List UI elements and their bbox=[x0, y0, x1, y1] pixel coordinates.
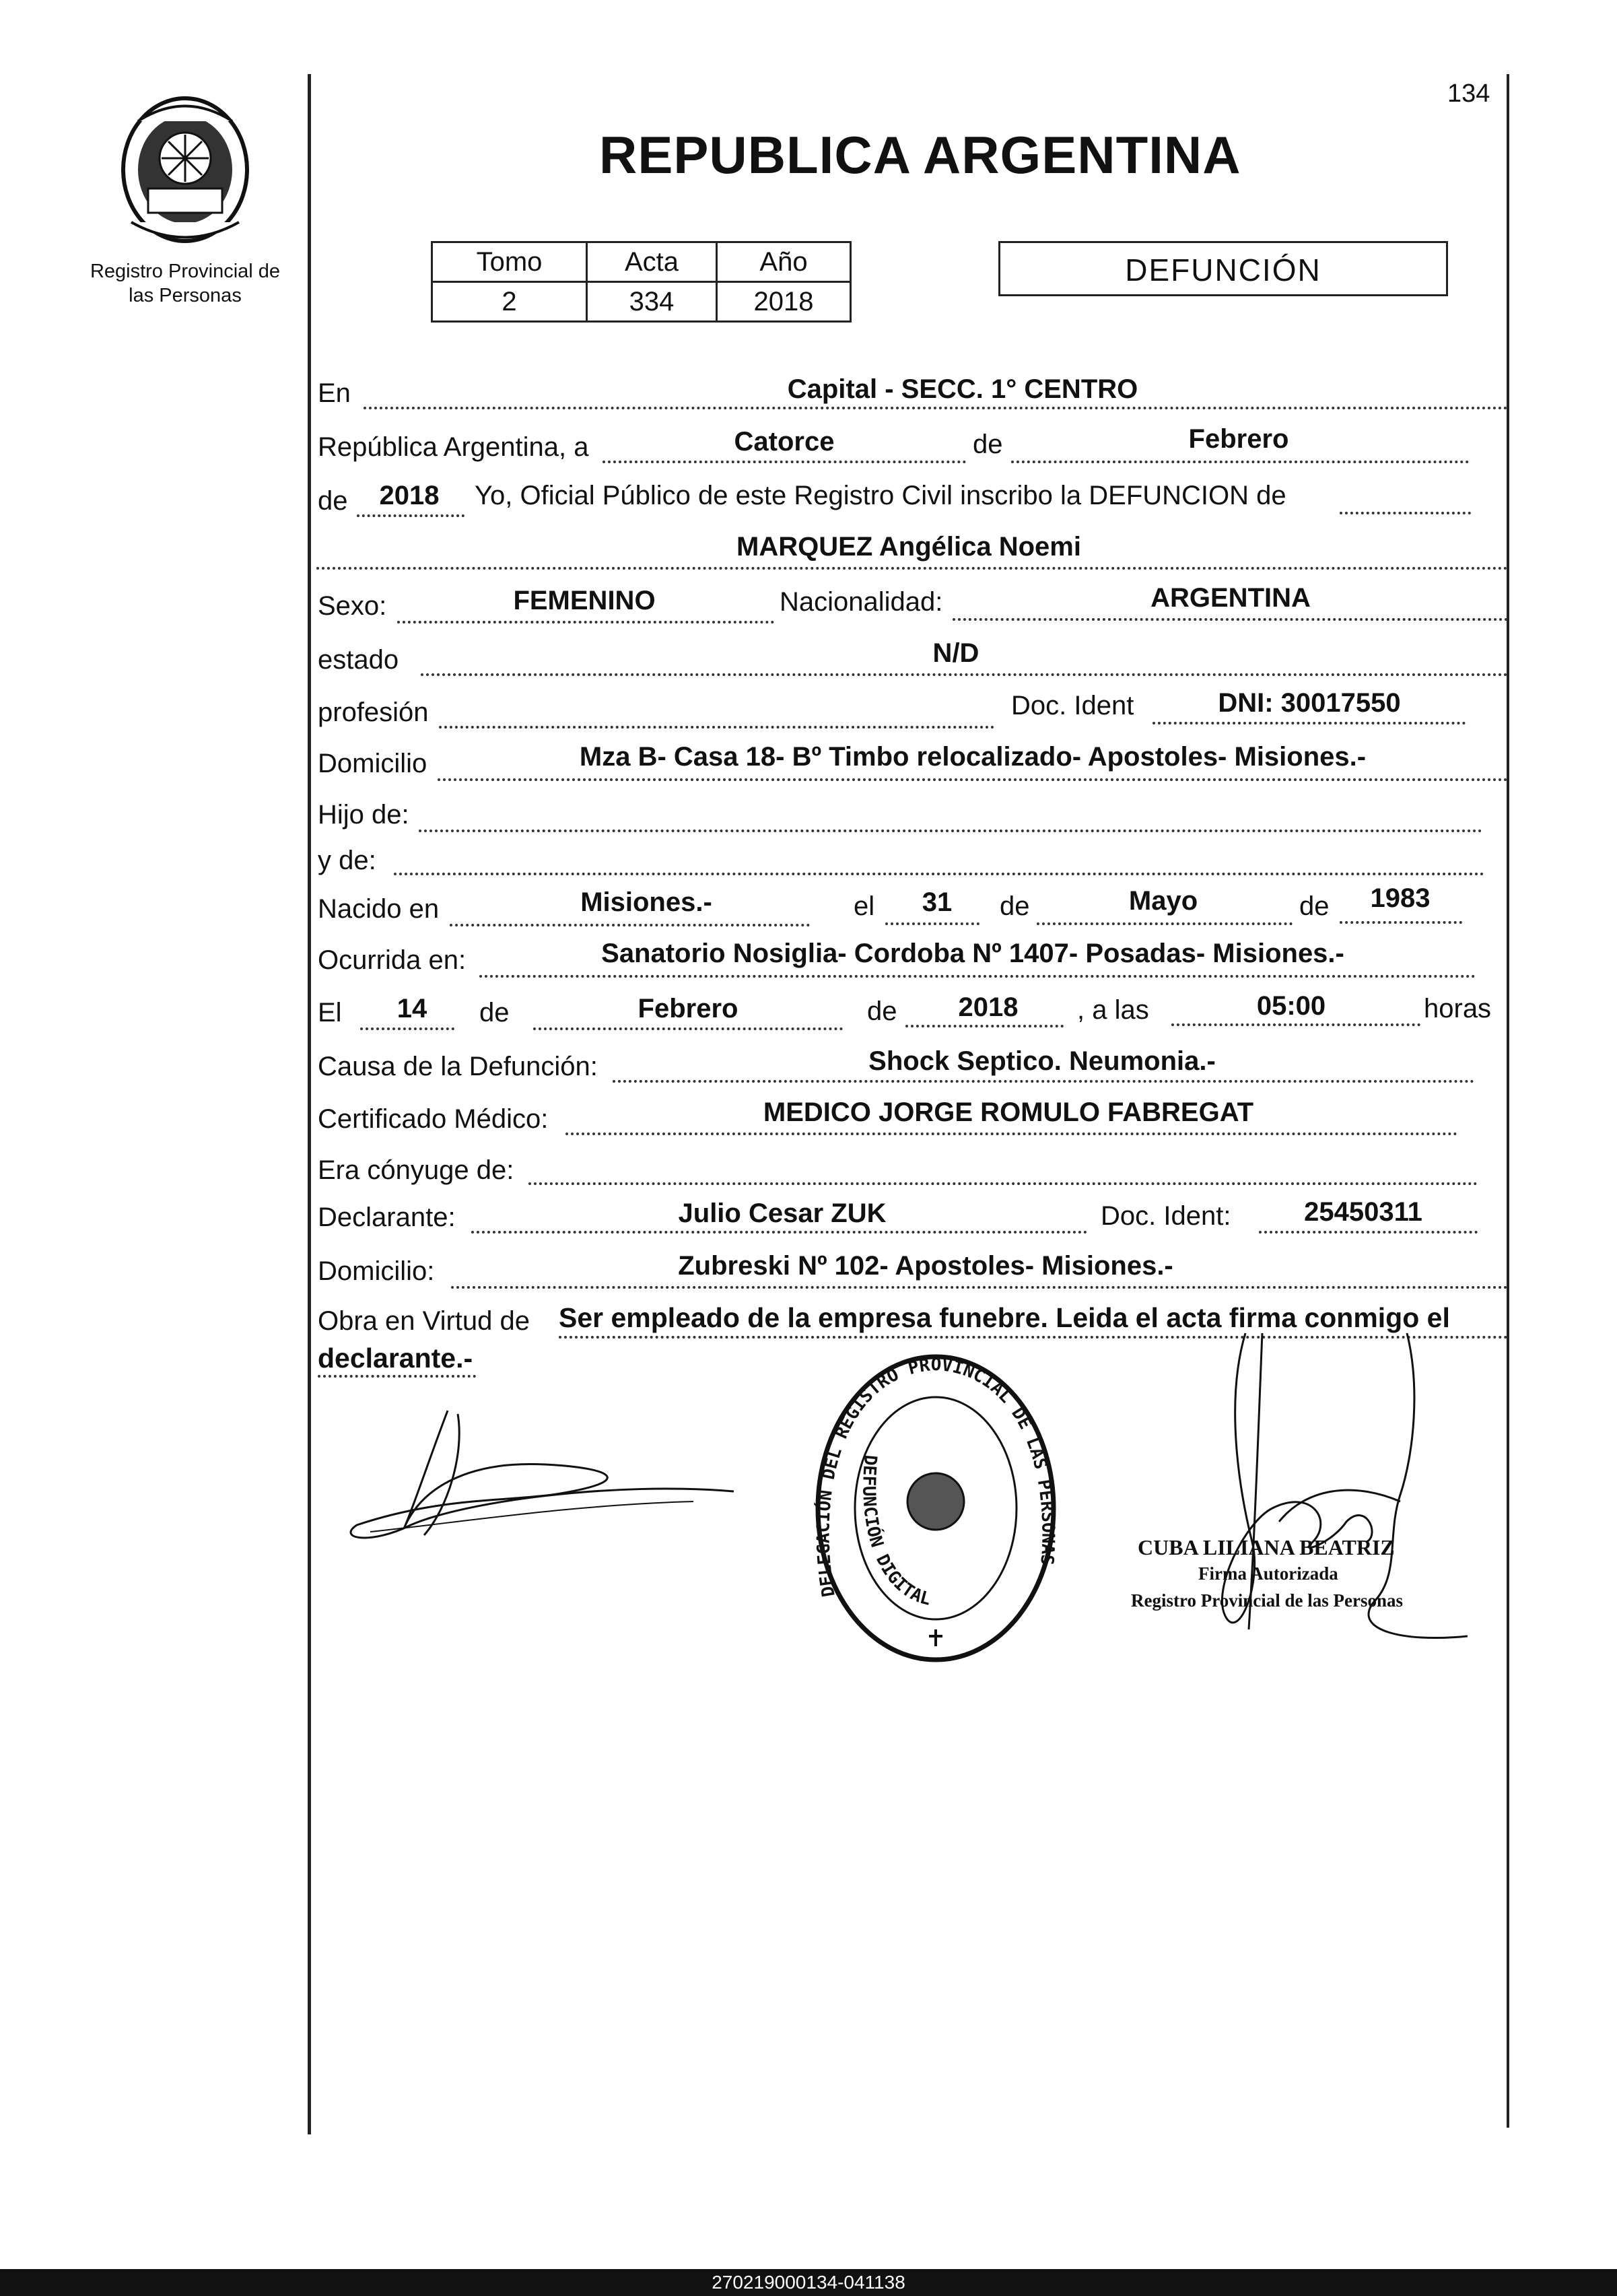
label-el-dia: El bbox=[318, 998, 342, 1027]
value-mes-inscripcion: Febrero bbox=[1188, 424, 1289, 454]
value-certificado: MEDICO JORGE ROMULO FABREGAT bbox=[763, 1098, 1254, 1127]
value-acta: 334 bbox=[587, 282, 717, 322]
value-nacionalidad: ARGENTINA bbox=[1150, 583, 1311, 613]
label-y-de: y de: bbox=[318, 846, 376, 875]
label-hijo-de: Hijo de: bbox=[318, 800, 409, 830]
label-a-las: , a las bbox=[1077, 995, 1149, 1025]
label-declarante: Declarante: bbox=[318, 1203, 456, 1232]
value-declarante-doc: 25450311 bbox=[1304, 1197, 1422, 1227]
label-nacido-en: Nacido en bbox=[318, 894, 440, 924]
value-obra-line-1: Ser empleado de la empresa funebre. Leida el acta firma conmigo el bbox=[559, 1302, 1450, 1333]
official-oval-stamp bbox=[808, 1347, 1064, 1670]
officer-signature bbox=[1198, 1320, 1481, 1724]
dotted-line bbox=[565, 1133, 1457, 1135]
dotted-line bbox=[421, 673, 1508, 676]
header-tomo: Tomo bbox=[432, 242, 587, 282]
dotted-line bbox=[397, 621, 774, 623]
dotted-line bbox=[471, 1231, 1087, 1234]
value-anio-inscripcion: 2018 bbox=[379, 481, 440, 510]
dotted-line bbox=[419, 830, 1482, 832]
value-nac-dia: 31 bbox=[922, 887, 953, 917]
value-def-mes: Febrero bbox=[638, 994, 738, 1023]
registry-table-header bbox=[432, 242, 851, 282]
dotted-line bbox=[438, 778, 1508, 781]
dotted-line bbox=[533, 1027, 843, 1030]
label-de-mes: de bbox=[1000, 891, 1030, 921]
value-nacido-en: Misiones.- bbox=[580, 887, 712, 917]
value-nac-mes: Mayo bbox=[1128, 886, 1198, 916]
label-de-anio: de bbox=[318, 486, 348, 516]
label-ocurrida-en: Ocurrida en: bbox=[318, 945, 467, 975]
dotted-line bbox=[318, 1375, 476, 1378]
officer-role: Firma Autorizada bbox=[1198, 1563, 1338, 1584]
registro-line-2: las Personas bbox=[129, 285, 242, 306]
dotted-line bbox=[885, 922, 979, 925]
value-lugar: Capital - SECC. 1° CENTRO bbox=[787, 374, 1138, 404]
header-acta: Acta bbox=[587, 242, 717, 282]
value-declarante: Julio Cesar ZUK bbox=[678, 1198, 887, 1228]
label-de-anio-nac: de bbox=[1299, 891, 1330, 921]
dotted-line bbox=[394, 873, 1484, 875]
value-dia-inscripcion: Catorce bbox=[734, 427, 835, 457]
label-nacionalidad: Nacionalidad: bbox=[780, 587, 943, 617]
label-de: de bbox=[973, 430, 1003, 459]
value-nombre: MARQUEZ Angélica Noemi bbox=[736, 532, 1081, 562]
label-domicilio: Domicilio bbox=[318, 749, 427, 778]
registry-table-values bbox=[432, 282, 851, 322]
label-en: En bbox=[318, 378, 351, 408]
value-causa: Shock Septico. Neumonia.- bbox=[868, 1046, 1216, 1076]
label-conyuge: Era cónyuge de: bbox=[318, 1155, 514, 1185]
value-def-dia: 14 bbox=[397, 994, 427, 1023]
dotted-line bbox=[603, 461, 966, 463]
dotted-line bbox=[450, 924, 810, 926]
dotted-line bbox=[528, 1182, 1478, 1185]
label-doc-ident-declarante: Doc. Ident: bbox=[1101, 1201, 1231, 1231]
right-margin-rule bbox=[1507, 74, 1509, 2128]
label-domicilio-declarante: Domicilio: bbox=[318, 1256, 435, 1286]
registro-provincial-label bbox=[74, 259, 296, 308]
label-obra-en-virtud: Obra en Virtud de bbox=[318, 1306, 530, 1336]
page-number: 134 bbox=[1447, 79, 1490, 108]
value-domicilio-declarante: Zubreski Nº 102- Apostoles- Misiones.- bbox=[678, 1251, 1173, 1281]
officer-office: Registro Provincial de las Personas bbox=[1131, 1590, 1403, 1611]
label-de-mes-def: de bbox=[479, 998, 510, 1027]
dotted-line bbox=[613, 1080, 1474, 1083]
label-republica: República Argentina, a bbox=[318, 432, 589, 462]
label-causa: Causa de la Defunción: bbox=[318, 1052, 598, 1081]
value-domicilio: Mza B- Casa 18- Bº Timbo relocalizado- Apostoles- Misiones.- bbox=[579, 742, 1367, 772]
dotted-line bbox=[1259, 1231, 1478, 1234]
label-de-anio-def: de bbox=[867, 997, 897, 1026]
declarant-signature bbox=[330, 1400, 747, 1562]
registro-line-1: Registro Provincial de bbox=[90, 261, 281, 282]
dotted-line bbox=[953, 618, 1508, 621]
document-type-box: DEFUNCIÓN bbox=[998, 241, 1448, 296]
label-certificado: Certificado Médico: bbox=[318, 1104, 549, 1134]
dotted-line bbox=[360, 1027, 454, 1030]
value-ocurrida-en: Sanatorio Nosiglia- Cordoba Nº 1407- Posadas- Misiones.- bbox=[601, 939, 1344, 968]
value-estado: N/D bbox=[932, 638, 979, 668]
dotted-line bbox=[1152, 722, 1466, 724]
misiones-province-seal bbox=[118, 94, 252, 246]
dotted-line bbox=[357, 514, 465, 517]
label-doc-ident: Doc. Ident bbox=[1011, 691, 1134, 720]
value-dni: DNI: 30017550 bbox=[1218, 688, 1401, 718]
dotted-line bbox=[1340, 512, 1471, 514]
stamp-outer-text: DELEGACIÓN DEL REGISTRO PROVINCIAL DE LAS PERSONAS bbox=[813, 1354, 1058, 1598]
value-obra-line-2: declarante.- bbox=[318, 1343, 473, 1374]
value-def-anio: 2018 bbox=[958, 992, 1019, 1022]
value-nac-anio: 1983 bbox=[1370, 883, 1431, 913]
registry-table bbox=[431, 241, 852, 323]
dotted-line bbox=[316, 567, 1508, 570]
value-def-hora: 05:00 bbox=[1256, 991, 1326, 1021]
dotted-line bbox=[1171, 1023, 1420, 1026]
value-tomo: 2 bbox=[432, 282, 587, 322]
dotted-line bbox=[1011, 461, 1469, 463]
page-title: REPUBLICA ARGENTINA bbox=[599, 125, 1241, 184]
dotted-line bbox=[479, 975, 1476, 978]
footer-document-code: 270219000134-041138 bbox=[0, 2269, 1617, 2296]
dotted-line bbox=[905, 1025, 1064, 1027]
dotted-line bbox=[439, 726, 994, 729]
dotted-line bbox=[1340, 921, 1462, 924]
label-profesion: profesión bbox=[318, 698, 429, 727]
dotted-line bbox=[1037, 922, 1293, 925]
officer-name: CUBA LILIANA BEATRIZ bbox=[1138, 1535, 1395, 1559]
dotted-line bbox=[364, 407, 1508, 409]
label-horas: horas bbox=[1424, 994, 1492, 1023]
label-el: el bbox=[854, 891, 875, 921]
label-sexo: Sexo: bbox=[318, 591, 387, 621]
left-margin-rule bbox=[308, 74, 311, 2134]
text-yo-oficial: Yo, Oficial Público de este Registro Civil inscribo la DEFUNCION de bbox=[475, 481, 1286, 510]
dotted-line bbox=[451, 1286, 1508, 1289]
stamp-inner-text: DEFUNCIÓN DIGITAL bbox=[858, 1454, 933, 1610]
value-sexo: FEMENINO bbox=[513, 586, 656, 615]
label-estado: estado bbox=[318, 645, 399, 675]
value-anio: 2018 bbox=[717, 282, 851, 322]
header-anio: Año bbox=[717, 242, 851, 282]
